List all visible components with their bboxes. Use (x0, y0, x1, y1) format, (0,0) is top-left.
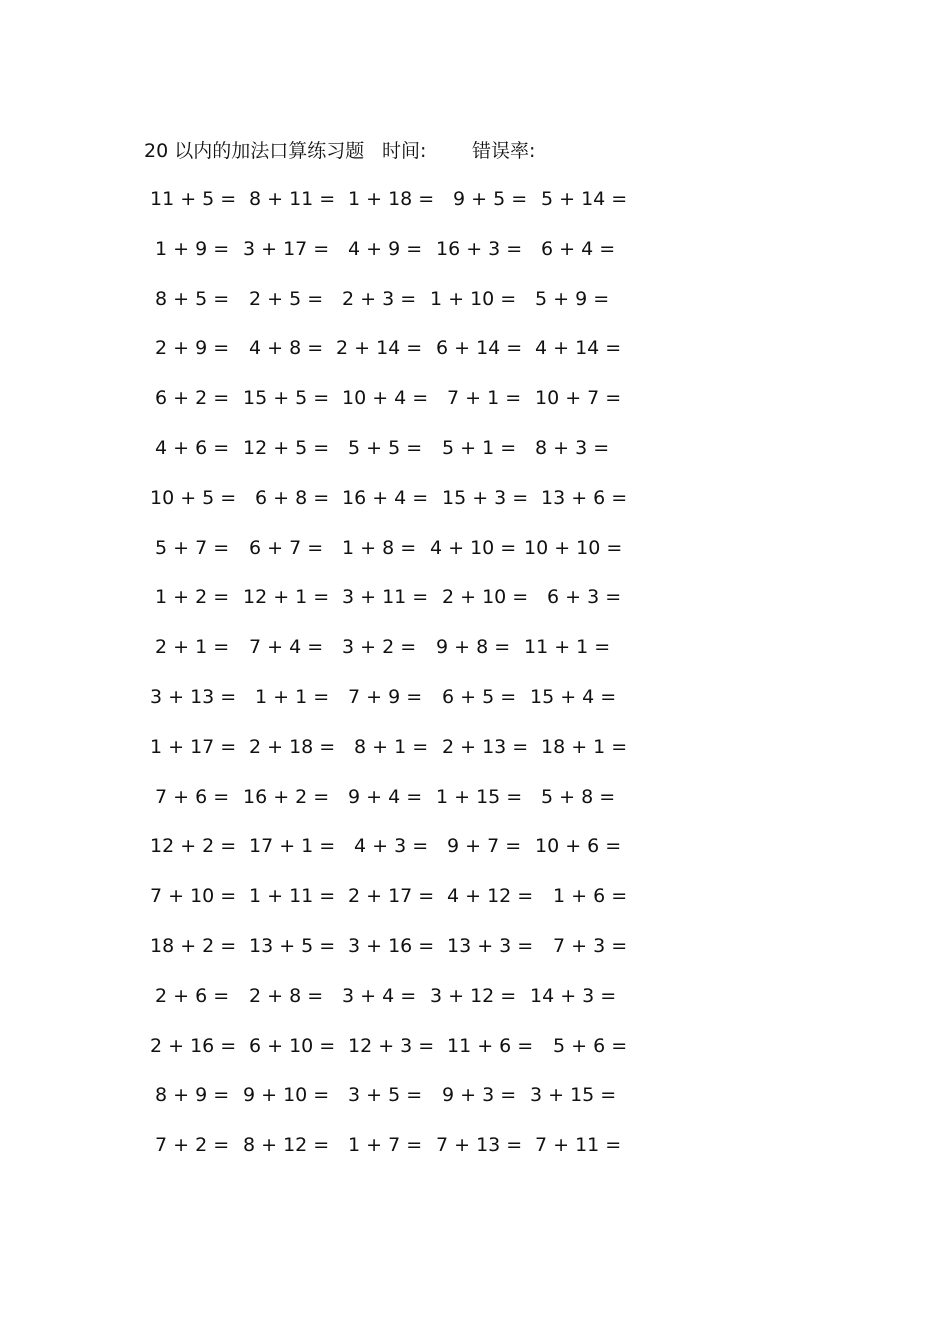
problem-row (0, 280, 950, 330)
problem-item: 2 + 16 = (150, 1034, 237, 1057)
problem-row (0, 1076, 950, 1126)
problem-item: 15 + 3 = (442, 486, 529, 509)
problem-item: 6 + 8 = (255, 486, 330, 509)
problem-item: 11 + 1 = (524, 636, 611, 659)
problem-item: 2 + 10 = (442, 586, 529, 609)
problem-row (0, 578, 950, 628)
problem-item: 13 + 6 = (541, 486, 628, 509)
problem-row (0, 628, 950, 678)
problem-row (0, 379, 950, 429)
problem-item: 9 + 3 = (442, 1084, 517, 1107)
problem-item: 5 + 5 = (348, 436, 423, 459)
problem-item: 2 + 9 = (155, 337, 230, 360)
problem-item: 3 + 15 = (530, 1084, 617, 1107)
problem-row (0, 1027, 950, 1077)
problem-item: 5 + 9 = (535, 287, 610, 310)
problem-item: 10 + 4 = (342, 387, 429, 410)
problem-row (0, 778, 950, 828)
problem-item: 3 + 12 = (430, 984, 517, 1007)
problem-item: 3 + 13 = (150, 685, 237, 708)
problem-item: 6 + 7 = (249, 536, 324, 559)
problem-item: 18 + 1 = (541, 735, 628, 758)
problem-item: 2 + 5 = (249, 287, 324, 310)
problem-item: 2 + 13 = (442, 735, 529, 758)
problem-item: 2 + 18 = (249, 735, 336, 758)
problem-item: 8 + 9 = (155, 1084, 230, 1107)
problem-item: 8 + 5 = (155, 287, 230, 310)
problem-item: 7 + 1 = (447, 387, 522, 410)
problem-item: 5 + 6 = (553, 1034, 628, 1057)
problem-item: 4 + 8 = (249, 337, 324, 360)
problem-row (0, 827, 950, 877)
problem-item: 16 + 2 = (243, 785, 330, 808)
problem-item: 1 + 15 = (436, 785, 523, 808)
problem-row (0, 180, 950, 230)
problem-item: 11 + 6 = (447, 1034, 534, 1057)
problem-item: 12 + 3 = (348, 1034, 435, 1057)
problem-item: 12 + 2 = (150, 835, 237, 858)
problem-row (0, 977, 950, 1027)
time-label: 时间: (382, 140, 427, 162)
problem-item: 1 + 7 = (348, 1134, 423, 1157)
problem-item: 3 + 16 = (348, 934, 435, 957)
problem-item: 7 + 6 = (155, 785, 230, 808)
problem-item: 1 + 11 = (249, 885, 336, 908)
problem-item: 6 + 14 = (436, 337, 523, 360)
problem-item: 1 + 8 = (342, 536, 417, 559)
problem-row (0, 1126, 950, 1176)
problem-item: 16 + 4 = (342, 486, 429, 509)
problem-item: 5 + 14 = (541, 188, 628, 210)
problem-item: 10 + 7 = (535, 387, 622, 410)
problem-grid (0, 180, 950, 1176)
problem-item: 2 + 14 = (336, 337, 423, 360)
problem-item: 3 + 4 = (342, 984, 417, 1007)
problem-item: 6 + 4 = (541, 237, 616, 260)
problem-item: 2 + 17 = (348, 885, 435, 908)
problem-item: 9 + 7 = (447, 835, 522, 858)
problem-item: 3 + 2 = (342, 636, 417, 659)
problem-item: 11 + 5 = (150, 188, 237, 210)
problem-item: 9 + 10 = (243, 1084, 330, 1107)
problem-item: 17 + 1 = (249, 835, 336, 858)
problem-item: 10 + 5 = (150, 486, 237, 509)
problem-item: 6 + 10 = (249, 1034, 336, 1057)
error-rate-label: 错误率: (472, 140, 536, 162)
problem-row (0, 927, 950, 977)
problem-item: 12 + 1 = (243, 586, 330, 609)
worksheet-title: 20 以内的加法口算练习题 (144, 140, 365, 162)
problem-item: 4 + 12 = (447, 885, 534, 908)
problem-item: 7 + 4 = (249, 636, 324, 659)
problem-item: 2 + 8 = (249, 984, 324, 1007)
problem-item: 3 + 11 = (342, 586, 429, 609)
problem-item: 1 + 10 = (430, 287, 517, 310)
problem-item: 3 + 17 = (243, 237, 330, 260)
problem-item: 4 + 14 = (535, 337, 622, 360)
problem-item: 1 + 6 = (553, 885, 628, 908)
problem-item: 5 + 8 = (541, 785, 616, 808)
problem-item: 1 + 18 = (348, 188, 435, 210)
problem-item: 4 + 3 = (354, 835, 429, 858)
problem-item: 1 + 1 = (255, 685, 330, 708)
problem-item: 4 + 9 = (348, 237, 423, 260)
problem-row (0, 728, 950, 778)
problem-item: 7 + 9 = (348, 685, 423, 708)
problem-item: 8 + 1 = (354, 735, 429, 758)
problem-item: 2 + 6 = (155, 984, 230, 1007)
problem-item: 2 + 3 = (342, 287, 417, 310)
problem-item: 1 + 17 = (150, 735, 237, 758)
problem-item: 7 + 11 = (535, 1134, 622, 1157)
problem-item: 6 + 2 = (155, 387, 230, 410)
problem-row (0, 429, 950, 479)
problem-item: 10 + 10 = (524, 536, 623, 559)
problem-item: 7 + 2 = (155, 1134, 230, 1157)
problem-item: 5 + 1 = (442, 436, 517, 459)
problem-item: 6 + 3 = (547, 586, 622, 609)
problem-item: 16 + 3 = (436, 237, 523, 260)
problem-item: 7 + 13 = (436, 1134, 523, 1157)
problem-row (0, 877, 950, 927)
problem-item: 7 + 3 = (553, 934, 628, 957)
problem-item: 6 + 5 = (442, 685, 517, 708)
problem-item: 8 + 11 = (249, 188, 336, 210)
problem-item: 5 + 7 = (155, 536, 230, 559)
problem-row (0, 329, 950, 379)
problem-item: 9 + 5 = (453, 188, 528, 210)
problem-item: 12 + 5 = (243, 436, 330, 459)
problem-item: 2 + 1 = (155, 636, 230, 659)
problem-item: 15 + 4 = (530, 685, 617, 708)
worksheet-header (144, 138, 704, 164)
problem-item: 1 + 2 = (155, 586, 230, 609)
problem-item: 13 + 3 = (447, 934, 534, 957)
problem-row (0, 230, 950, 280)
problem-item: 13 + 5 = (249, 934, 336, 957)
problem-item: 9 + 4 = (348, 785, 423, 808)
problem-item: 10 + 6 = (535, 835, 622, 858)
problem-item: 14 + 3 = (530, 984, 617, 1007)
problem-item: 15 + 5 = (243, 387, 330, 410)
problem-item: 1 + 9 = (155, 237, 230, 260)
problem-row (0, 529, 950, 579)
problem-item: 18 + 2 = (150, 934, 237, 957)
problem-item: 9 + 8 = (436, 636, 511, 659)
problem-item: 7 + 10 = (150, 885, 237, 908)
problem-item: 3 + 5 = (348, 1084, 423, 1107)
problem-item: 8 + 12 = (243, 1134, 330, 1157)
problem-item: 8 + 3 = (535, 436, 610, 459)
problem-item: 4 + 10 = (430, 536, 517, 559)
problem-row (0, 678, 950, 728)
problem-row (0, 479, 950, 529)
problem-item: 4 + 6 = (155, 436, 230, 459)
